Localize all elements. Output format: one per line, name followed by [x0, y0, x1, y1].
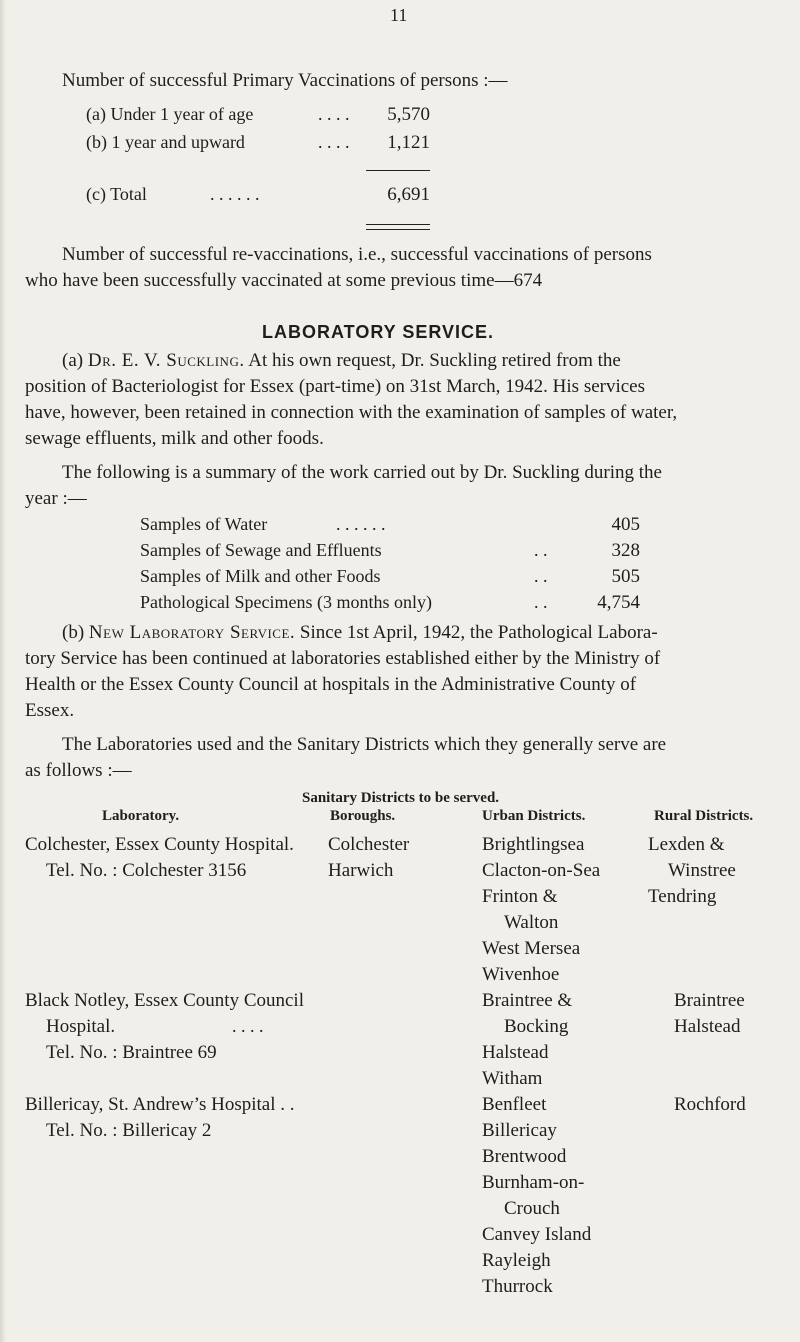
primary-b-dots: . . . .	[318, 132, 350, 152]
primary-a-label: (a) Under 1 year of age	[86, 104, 254, 124]
urban-item: Wivenhoe	[482, 964, 560, 985]
urban-item: Rayleigh	[482, 1250, 551, 1271]
summary-item-dots: . . . . . .	[336, 514, 386, 534]
borough-item: Colchester	[328, 834, 410, 855]
lab-billericay-name: Billericay, St. Andrew’s Hospital . .	[25, 1094, 295, 1115]
para-b-line3: Health or the Essex County Council at hospitals in the Administrative County of	[25, 674, 637, 695]
summary-item-label: Samples of Milk and other Foods	[140, 566, 381, 586]
lab-service-heading: LABORATORY SERVICE.	[262, 322, 495, 342]
labs-intro-line2: as follows :—	[25, 760, 132, 781]
rural-item: Rochford	[674, 1094, 746, 1115]
urban-item: Brentwood	[482, 1146, 567, 1167]
lab-black-notley-dots: . . . .	[232, 1016, 264, 1036]
lab-black-notley-line2: Hospital.	[46, 1016, 116, 1037]
para-b-line1-rest: Since 1st April, 1942, the Pathological Labora-	[299, 622, 658, 643]
urban-item: Brightlingsea	[482, 834, 585, 855]
summary-item-value: 4,754	[597, 592, 640, 613]
urban-item: Bocking	[504, 1016, 569, 1037]
urban-item: West Mersea	[482, 938, 581, 959]
primary-a-dots: . . . .	[318, 104, 350, 124]
rural-item: Braintree	[674, 990, 745, 1011]
urban-item: Crouch	[504, 1198, 560, 1219]
total-double-rule	[366, 224, 430, 230]
labs-intro-line1: The Laboratories used and the Sanitary Districts which they generally serve are	[62, 734, 667, 755]
para-a-line1	[62, 350, 621, 372]
lab-billericay-tel: Tel. No. : Billericay 2	[46, 1120, 212, 1141]
borough-item: Harwich	[328, 860, 394, 881]
urban-item: Burnham-on-	[482, 1172, 585, 1193]
summary-item-dots: . .	[534, 566, 548, 586]
primary-c-label: (c) Total	[86, 184, 147, 204]
para-b-label: (b)	[62, 622, 85, 643]
urban-item: Halstead	[482, 1042, 549, 1063]
primary-b-value: 1,121	[387, 132, 430, 153]
primary-c-dots: . . . . . .	[210, 184, 260, 204]
primary-intro: Number of successful Primary Vaccinations of persons :—	[62, 70, 508, 91]
lab-colchester-tel: Tel. No. : Colchester 3156	[46, 860, 247, 881]
lab-colchester-name: Colchester, Essex County Hospital.	[25, 834, 294, 855]
col-header-boroughs: Boroughs.	[330, 808, 396, 824]
urban-item: Braintree &	[482, 990, 573, 1011]
primary-b-label: (b) 1 year and upward	[86, 132, 245, 152]
primary-a-value: 5,570	[387, 104, 430, 125]
revacc-line2: who have been successfully vaccinated at some previous time—674	[25, 270, 543, 291]
subtotal-rule	[366, 170, 430, 171]
urban-item: Billericay	[482, 1120, 557, 1141]
urban-item: Frinton &	[482, 886, 558, 907]
lab-black-notley-tel: Tel. No. : Braintree 69	[46, 1042, 217, 1063]
revacc-line1: Number of successful re-vaccinations, i.e., successful vaccinations of persons	[62, 244, 652, 265]
para-b-line2: tory Service has been continued at laboratories established either by the Ministry of	[25, 648, 661, 669]
summary-item-value: 328	[611, 540, 640, 561]
para-a-label: (a)	[62, 350, 84, 371]
primary-c-value: 6,691	[387, 184, 430, 205]
summary-item-value: 505	[611, 566, 640, 587]
summary-item-dots: . .	[534, 540, 548, 560]
summary-item-value: 405	[611, 514, 640, 535]
para-a-line3: have, however, been retained in connection with the examination of samples of water,	[25, 402, 678, 423]
urban-item: Witham	[482, 1068, 543, 1089]
urban-item: Walton	[504, 912, 559, 933]
rural-item: Winstree	[668, 860, 736, 881]
summary-line1: The following is a summary of the work carried out by Dr. Suckling during the	[62, 462, 662, 483]
urban-item: Thurrock	[482, 1276, 553, 1297]
rural-item: Lexden &	[648, 834, 725, 855]
table-group-header: Sanitary Districts to be served.	[302, 790, 500, 806]
urban-item: Canvey Island	[482, 1224, 592, 1245]
urban-item: Clacton-on-Sea	[482, 860, 601, 881]
para-b-line4: Essex.	[25, 700, 75, 721]
col-header-rural: Rural Districts.	[654, 808, 754, 824]
para-a-line4: sewage effluents, milk and other foods.	[25, 428, 324, 449]
summary-item-label: Samples of Sewage and Effluents	[140, 540, 382, 560]
summary-item-label: Pathological Specimens (3 months only)	[140, 592, 432, 612]
summary-item-label: Samples of Water	[140, 514, 268, 534]
page-number: 11	[390, 5, 408, 25]
rural-item: Halstead	[674, 1016, 741, 1037]
col-header-urban: Urban Districts.	[482, 808, 586, 824]
rural-item: Tendring	[648, 886, 717, 907]
summary-item-dots: . .	[534, 592, 548, 612]
para-b-line1	[62, 622, 658, 644]
lab-black-notley-name: Black Notley, Essex County Council	[25, 990, 304, 1011]
col-header-laboratory: Laboratory.	[102, 808, 180, 824]
urban-item: Benfleet	[482, 1094, 547, 1115]
page-edge-shadow	[0, 0, 6, 1342]
summary-line2: year :—	[25, 488, 87, 509]
para-a-line2: position of Bacteriologist for Essex (part-time) on 31st March, 1942. His services	[25, 376, 646, 397]
para-a-line1-rest: At his own request, Dr. Suckling retired from the	[248, 350, 621, 371]
para-a-name: Dr. E. V. Suckling.	[87, 350, 245, 371]
para-b-name: New Laboratory Service.	[88, 622, 296, 643]
